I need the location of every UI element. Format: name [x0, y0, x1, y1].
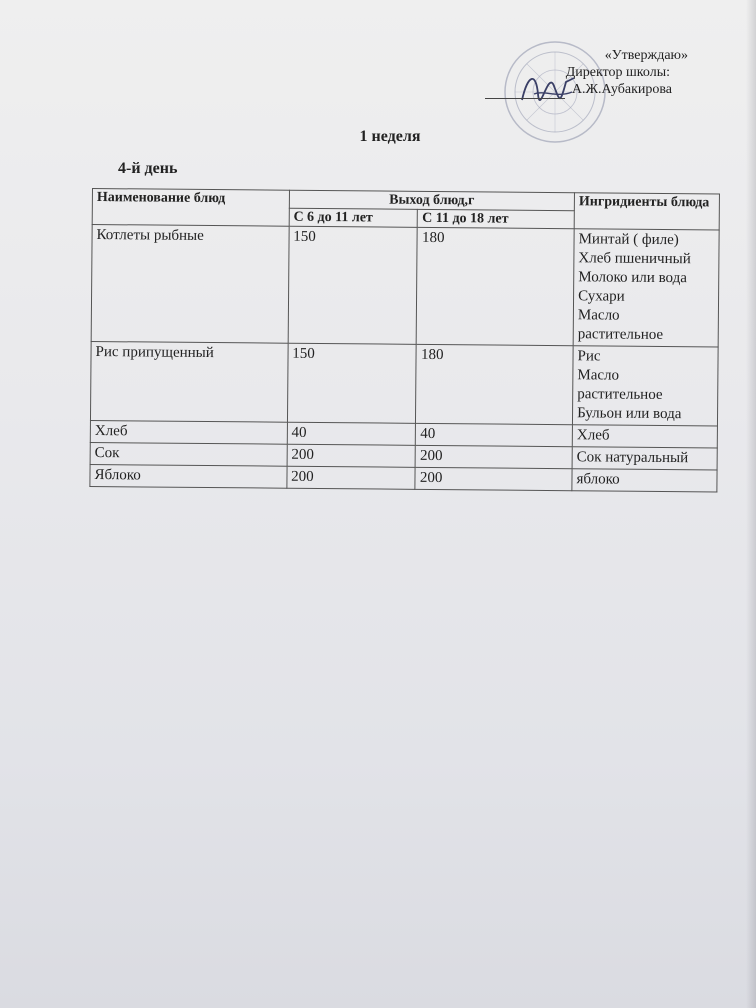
ingredients-cell	[572, 469, 717, 492]
day-title: 4-й день	[118, 160, 178, 177]
table-row	[91, 225, 719, 347]
portion-6-11: 40	[287, 422, 416, 445]
header-output: Выход блюд,г	[289, 190, 574, 210]
ingredient-item: Хлеб пшеничный	[578, 250, 691, 268]
menu-table-container	[89, 188, 720, 529]
approval-title: «Утверждаю»	[604, 48, 688, 63]
header-name: Наименование блюд	[92, 189, 289, 227]
portion-6-11: 150	[288, 226, 418, 344]
signature-line	[485, 98, 565, 99]
ingredient-item: яблоко	[576, 471, 620, 488]
week-title: 1 неделя	[359, 128, 421, 145]
portion-6-11: 200	[287, 444, 416, 467]
menu-table	[89, 188, 720, 492]
header-age-11-18: С 11 до 18 лет	[418, 209, 575, 228]
ingredient-item: Сухари	[578, 288, 625, 305]
ingredient-item: Рис	[577, 348, 601, 365]
portion-6-11: 150	[287, 343, 416, 423]
ingredients-cell	[572, 425, 717, 448]
ingredients-cell	[573, 229, 719, 347]
header-age-6-11: С 6 до 11 лет	[289, 208, 418, 227]
table-row	[90, 341, 718, 425]
approval-block	[560, 47, 740, 98]
ingredients-cell	[572, 346, 718, 426]
dish-name: Хлеб	[90, 420, 287, 444]
ingredient-item: растительное	[577, 386, 663, 403]
approval-name: А.Ж.Аубакирова	[571, 82, 672, 97]
dish-name: Сок	[90, 442, 287, 466]
ingredient-item: Масло	[577, 367, 620, 384]
ingredient-item: Бульон или вода	[577, 405, 682, 423]
ingredient-item: Молоко или вода	[578, 269, 688, 287]
ingredient-item: Минтай ( филе)	[578, 231, 679, 249]
ingredient-item: Хлеб	[576, 427, 610, 444]
portion-11-18: 200	[415, 467, 572, 490]
approval-position: Директор школы:	[565, 65, 670, 80]
page-shadow-edge	[746, 0, 756, 1008]
portion-11-18: 40	[416, 423, 573, 446]
header-ingredients: Ингридиенты блюда	[574, 193, 719, 230]
dish-name: Рис припущенный	[90, 341, 287, 422]
ingredient-item: растительное	[577, 326, 664, 343]
ingredient-item: Сок натуральный	[576, 449, 689, 467]
dish-name: Яблоко	[90, 464, 287, 488]
table-row	[90, 464, 717, 491]
portion-11-18: 180	[416, 344, 573, 424]
dish-name: Котлеты рыбные	[91, 225, 289, 344]
portion-6-11: 200	[287, 466, 416, 489]
ingredient-item: Масло	[577, 307, 620, 324]
ingredients-cell	[572, 447, 717, 470]
portion-11-18: 200	[415, 445, 572, 468]
portion-11-18: 180	[417, 227, 575, 345]
